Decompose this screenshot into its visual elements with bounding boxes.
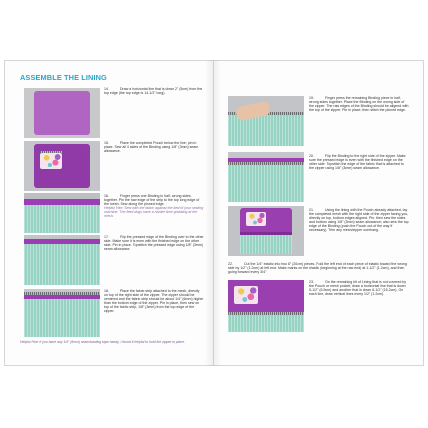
step-18-photo <box>24 289 100 337</box>
mesh-fabric <box>228 315 304 332</box>
mesh-fabric <box>24 299 100 337</box>
step-14-photo <box>24 88 100 138</box>
step-14-text: 14. Draw a horizontal line that is down 2" (5cm) from the top edge (the top edge is 14-1/2" long). <box>104 87 203 96</box>
floral-pouch <box>246 212 266 226</box>
step-23-photo <box>228 280 304 332</box>
floral-pouch <box>40 153 62 169</box>
step-21-photo <box>228 206 304 256</box>
pouch-zipper <box>40 151 62 153</box>
step-16-photo <box>24 193 100 233</box>
lining-fabric-square <box>34 91 90 135</box>
step-19-photo <box>228 96 304 146</box>
step-17-photo <box>24 235 100 285</box>
mesh-fabric <box>240 235 292 254</box>
step-16-text: 16. Finger press one Binding in half, wrong sides together. Pin the raw edge of the strip to the top long edge of the mesh. Sew along the pinned edge. Helpful Hint: Sew with the fabric against the bed of your sewing machine. The feed dogs have a harder time grabbing at the mesh. <box>104 194 204 219</box>
step-20-text: 20. Flip the Binding to the right side of the zipper. Make sure the pressed edge is even with the finished edge on the other side. Topstitch the edge of the fabric that is attached to the zipper using 1/8" (3mm) seam allowance. <box>309 154 406 171</box>
mesh-fabric <box>24 205 100 233</box>
step-19-text: 19. Finger press the remaining Binding piece in half, wrong sides together. Place the Binding on the wrong side of the zipper. The raw edges of the Binding should be aligned with the top of the zipper. Pin in place, then stitch the pinned edge. <box>309 96 409 113</box>
step-20-photo <box>228 152 304 202</box>
floral-pouch <box>234 286 258 304</box>
mesh-fabric <box>24 244 100 285</box>
step-15-photo <box>24 141 100 191</box>
step-23-text: 23. On the remaining bit of Lining that is not covered by the Pouch or mesh pocket, draw a horizontal line that is down 5-1/2" (6.5cm) and another that is down 6-1/2" (15.2cm). On each line, draw vertical lines every 1/2" (1.2cm). <box>309 280 407 297</box>
helpful-hint-footnote: Helpful Hint: If you have any 1/4" (6mm) seam/basting tape handy, I found it helpful to hold the zipper in place. <box>20 340 185 344</box>
page-gutter <box>213 60 214 366</box>
section-heading: ASSEMBLE THE LINING <box>20 73 107 82</box>
step-15-text: 15. Place the completed Pouch below the line; pin in place. Sew all 4 sides of the Binding using 1/8" (3mm) seam allowance. <box>104 141 199 154</box>
mesh-fabric <box>228 165 304 202</box>
step-21-text: 21. Using the lining with the Pouch already attached, lay the completed mesh with the right side of the zipper facing you, directly on top, bottom edges aligned. Pin, then sew the sides and bottom using 1/8" (3mm) seam allowance; also sew the top edge of the Binding (push the Pouch out of the way if necessary). Trim any mesh/zipper overhang. <box>309 208 409 233</box>
step-17-text: 17. Flip the pressed edge of the Binding over to the other side. Make sure it is even with the finished edge on the other side. Pin in place. Topstitch the pressed edge using 1/8" (3mm) seam allowance. <box>104 235 204 252</box>
step-22-text: 22. Cut the 1/4" elastic into two 8" (20cm) pieces. Fold the left end of each piece of elastic toward the wrong side by 1/2" (1.2cm) at left end. Make marks on the elastic (beginning at the raw end) at 1-1/2" (1.2cm), and then going forward every 3/4" <box>228 262 408 275</box>
step-18-text: 18. Place the fabric strip attached to the mesh, directly on top of the right side of the zipper. The zipper should be centered and the fabric strip should be about 1/4" (6mm) higher than the bottom edge of the zipper. Pin in place, then sew on top of the fabric strip, 1/8" (3mm) from the top edge of the zipper. <box>104 289 204 314</box>
